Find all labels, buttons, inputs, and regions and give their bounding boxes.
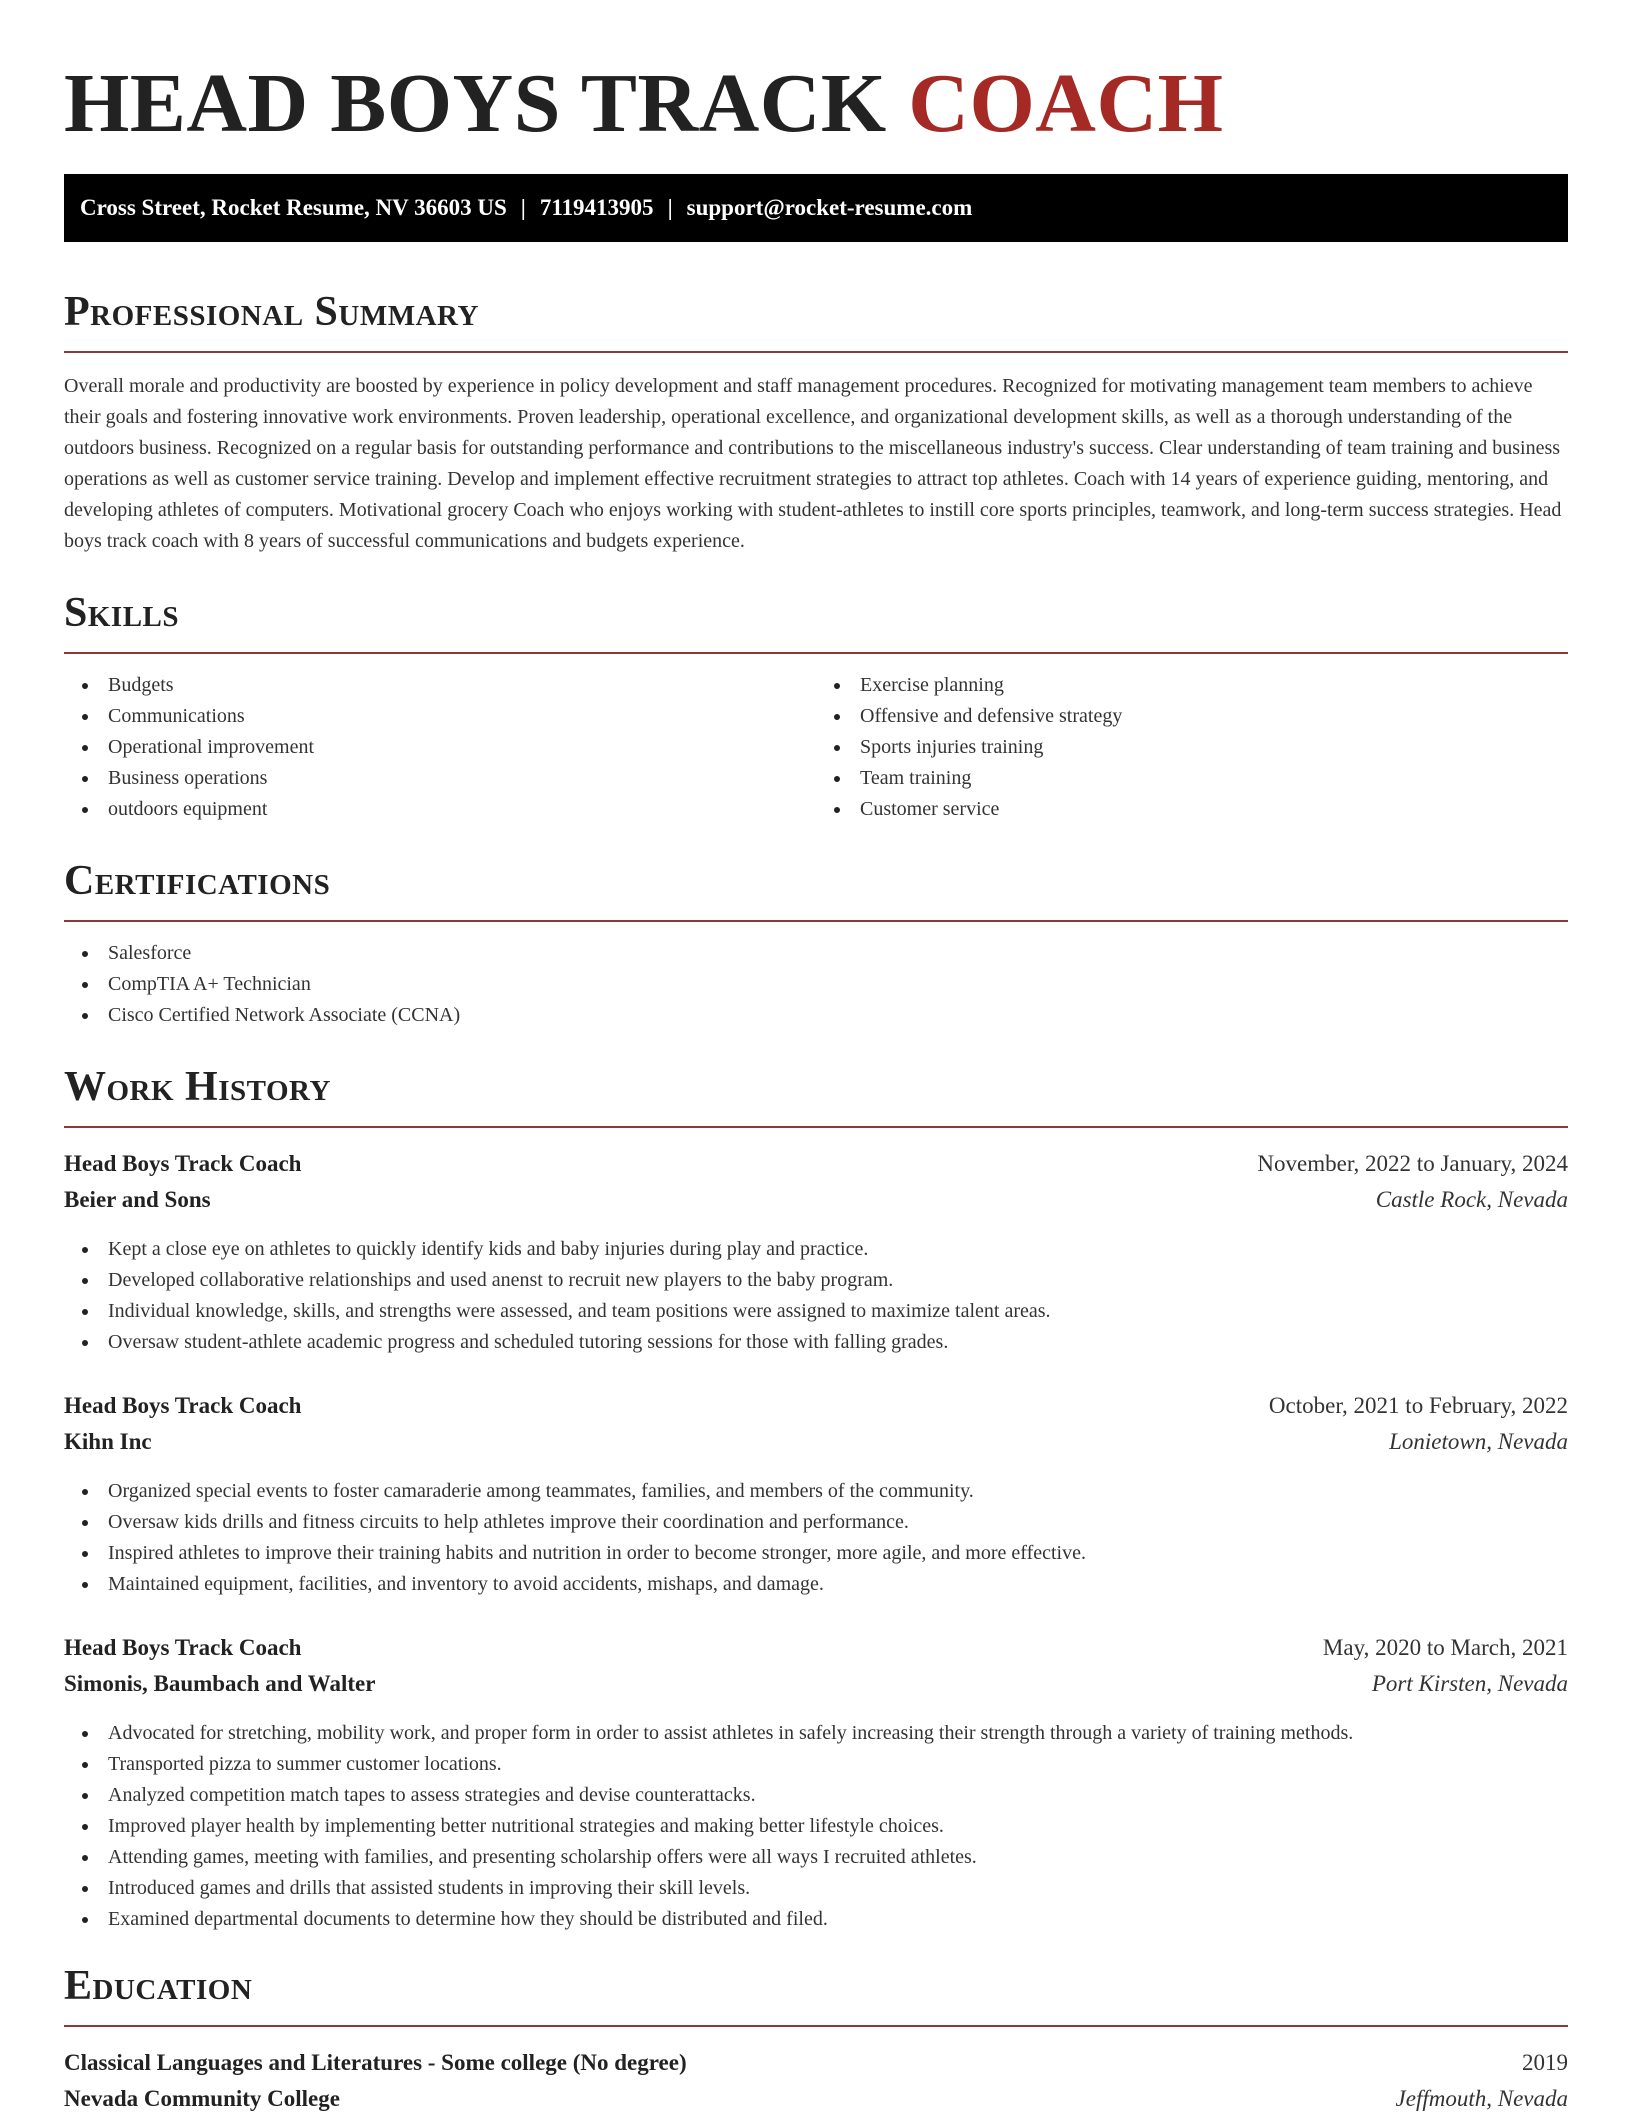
education-degree: Classical Languages and Literatures - Some college (No degree)	[64, 2050, 687, 2075]
job-bullet: Improved player health by implementing better nutritional strategies and making better lifestyle choices.	[64, 1811, 1568, 1842]
skills-list-right	[816, 670, 1568, 825]
education-section	[64, 1961, 1568, 2117]
work-history-section	[64, 1062, 1568, 1935]
certifications-section	[64, 856, 1568, 1031]
name-accent: COACH	[908, 57, 1224, 150]
skill-item: Operational improvement	[64, 732, 816, 763]
job-bullet: Organized special events to foster camaraderie among teammates, families, and members of the community.	[64, 1476, 1568, 1507]
education-header	[64, 2045, 1568, 2081]
job-title: Head Boys Track Coach	[64, 1151, 302, 1176]
skills-columns	[64, 654, 1568, 825]
job-dates: October, 2021 to February, 2022	[1268, 1393, 1568, 1418]
education-entry	[64, 2045, 1568, 2117]
summary-text: Overall morale and productivity are boosted by experience in policy development and staff management procedures. Recognized for motivating management team members to achieve their goals and fostering innovative work environments. Proven leadership, operational excellence, and organizational development skills, as well as a thorough understanding of the outdoors business. Recognized on a regular basis for outstanding performance and contributions to the miscellaneous industry's success. Clear understanding of team training and business operations as well as customer service training. Develop and implement effective recruitment strategies to attract top athletes. Coach with 14 years of experience guiding, mentoring, and developing athletes of computers. Motivational grocery Coach who enjoys working with student-athletes to instill core sports principles, teamwork, and long-term success strategies. Head boys track coach with 8 years of successful communications and budgets experience.	[64, 375, 1562, 552]
job-bullet: Maintained equipment, facilities, and inventory to avoid accidents, mishaps, and damage.	[64, 1569, 1568, 1600]
job-header	[64, 1630, 1568, 1666]
certifications-list	[64, 938, 1568, 1031]
job-bullet: Introduced games and drills that assisted students in improving their skill levels.	[64, 1873, 1568, 1904]
job-dates: November, 2022 to January, 2024	[1257, 1151, 1568, 1176]
contact-address: Cross Street, Rocket Resume, NV 36603 US	[80, 195, 507, 220]
job-subheader	[64, 1666, 1568, 1702]
job-bullets	[64, 1718, 1568, 1935]
resume-name	[64, 0, 1568, 150]
section-divider	[64, 920, 1568, 922]
job-bullets	[64, 1234, 1568, 1358]
job-bullet: Advocated for stretching, mobility work, and proper form in order to assist athletes in safely increasing their strength through a variety of training methods.	[64, 1718, 1568, 1749]
section-divider	[64, 351, 1568, 353]
job-location: Lonietown, Nevada	[1389, 1429, 1568, 1454]
certification-item: Cisco Certified Network Associate (CCNA)	[64, 1000, 1568, 1031]
skill-item: Business operations	[64, 763, 816, 794]
skill-item: Offensive and defensive strategy	[816, 701, 1568, 732]
job-location: Castle Rock, Nevada	[1375, 1187, 1568, 1212]
education-location: Jeffmouth, Nevada	[1395, 2086, 1568, 2111]
job-dates: May, 2020 to March, 2021	[1322, 1635, 1568, 1660]
skill-item: outdoors equipment	[64, 794, 816, 825]
job-bullet: Inspired athletes to improve their training habits and nutrition in order to become stronger, more agile, and more effective.	[64, 1538, 1568, 1569]
work-history-heading: Work History	[64, 1064, 331, 1110]
job-subheader	[64, 1182, 1568, 1218]
job-bullet: Oversaw kids drills and fitness circuits to help athletes improve their coordination and performance.	[64, 1507, 1568, 1538]
summary-section	[64, 287, 1568, 557]
job-title: Head Boys Track Coach	[64, 1635, 302, 1660]
job-bullet: Oversaw student-athlete academic progress and scheduled tutoring sessions for those with falling grades.	[64, 1327, 1568, 1358]
contact-separator: |	[520, 195, 526, 220]
job-header	[64, 1146, 1568, 1182]
contact-phone: 7119413905	[539, 195, 654, 220]
job-bullet: Kept a close eye on athletes to quickly identify kids and baby injuries during play and practice.	[64, 1234, 1568, 1265]
certifications-heading: Certifications	[64, 858, 331, 904]
job-bullet: Transported pizza to summer customer locations.	[64, 1749, 1568, 1780]
job-company: Kihn Inc	[64, 1429, 152, 1454]
job-entry	[64, 1146, 1568, 1358]
certification-item: CompTIA A+ Technician	[64, 969, 1568, 1000]
job-bullet: Individual knowledge, skills, and strengths were assessed, and team positions were assigned to maximize talent areas.	[64, 1296, 1568, 1327]
job-company: Beier and Sons	[64, 1187, 211, 1212]
job-subheader	[64, 1424, 1568, 1460]
skill-item: Exercise planning	[816, 670, 1568, 701]
skill-item: Customer service	[816, 794, 1568, 825]
section-divider	[64, 2025, 1568, 2027]
skills-list-left	[64, 670, 816, 825]
skill-item: Communications	[64, 701, 816, 732]
job-location: Port Kirsten, Nevada	[1371, 1671, 1568, 1696]
name-main: HEAD BOYS TRACK	[64, 57, 909, 150]
job-company: Simonis, Baumbach and Walter	[64, 1671, 376, 1696]
job-entry	[64, 1630, 1568, 1935]
skill-item: Sports injuries training	[816, 732, 1568, 763]
skills-section	[64, 588, 1568, 825]
job-bullet: Analyzed competition match tapes to assess strategies and devise counterattacks.	[64, 1780, 1568, 1811]
job-bullet: Attending games, meeting with families, and presenting scholarship offers were all ways I recruited athletes.	[64, 1842, 1568, 1873]
education-year: 2019	[1522, 2050, 1568, 2075]
job-bullets	[64, 1476, 1568, 1600]
summary-heading: Professional Summary	[64, 289, 479, 335]
education-school: Nevada Community College	[64, 2086, 340, 2111]
contact-email[interactable]: support@rocket-resume.com	[686, 195, 973, 220]
job-header	[64, 1388, 1568, 1424]
job-title: Head Boys Track Coach	[64, 1393, 302, 1418]
skill-item: Budgets	[64, 670, 816, 701]
section-divider	[64, 1126, 1568, 1128]
skills-heading: Skills	[64, 590, 180, 636]
certification-item: Salesforce	[64, 938, 1568, 969]
job-bullet: Examined departmental documents to determine how they should be distributed and filed.	[64, 1904, 1568, 1935]
education-heading: Education	[64, 1963, 253, 2009]
contact-separator: |	[667, 195, 673, 220]
job-entry	[64, 1388, 1568, 1600]
job-bullet: Developed collaborative relationships and used anenst to recruit new players to the baby program.	[64, 1265, 1568, 1296]
contact-bar	[64, 174, 1568, 242]
skill-item: Team training	[816, 763, 1568, 794]
